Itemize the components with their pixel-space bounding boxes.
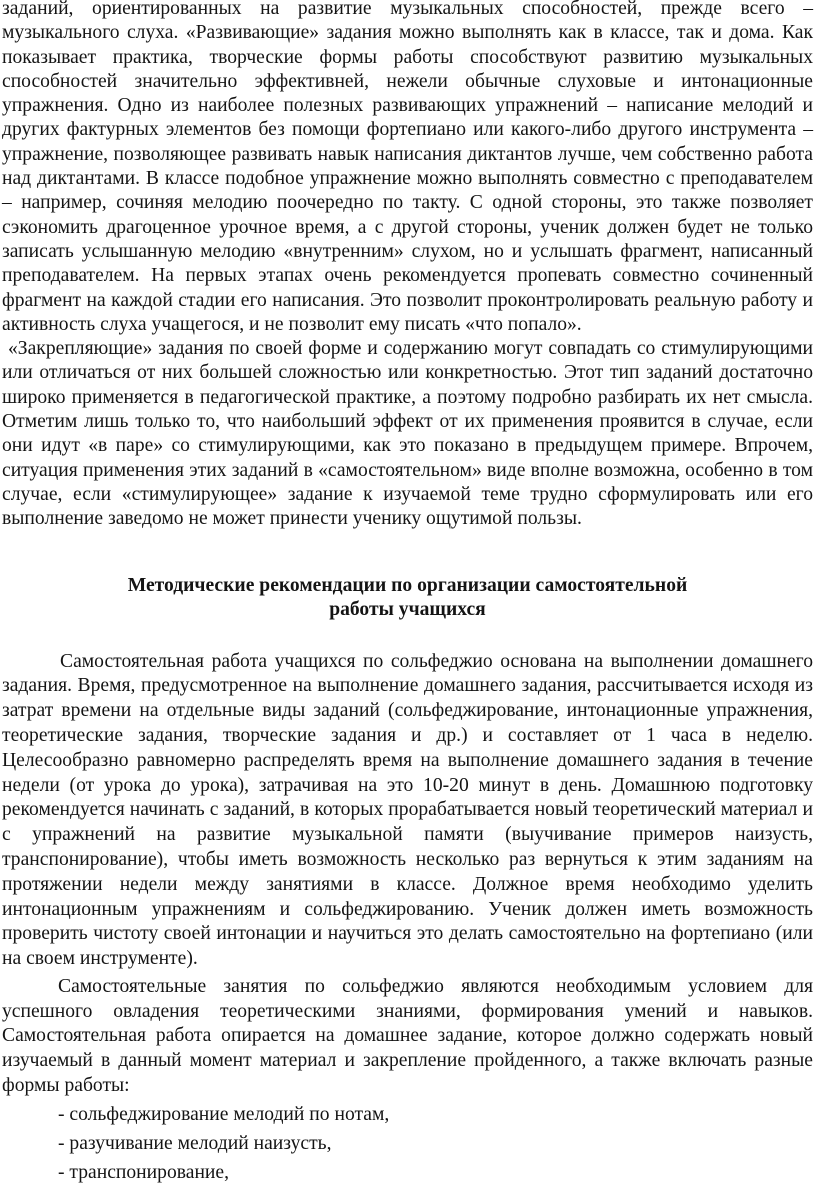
body-paragraph: заданий, ориентированных на развитие музыкальных способностей, прежде всего – музыкального слуха. «Развивающие» задания можно выполнять как в классе, так и дома. Как показывает практика, творческие формы работы способствуют развитию музыкальных способностей значительно эффективней, нежели обычные слуховые и интонационные упражнения. Одно из наиболее полезных развивающих упражнений – написание мелодий и других фактурных элементов без помощи фортепиано или какого-либо другого инструмента – упражнение, позволяющее развивать навык написания диктантов лучше, чем собственно работа над диктантами. В классе подобное упражнение можно выполнять совместно с преподавателем – например, сочиняя мелодию поочередно по такту. С одной стороны, это также позволяет сэкономить драгоценное урочное время, а с другой стороны, ученик должен будет не только записать услышанную мелодию «внутренним» слухом, но и услышать фрагмент, написанный преподавателем. На первых этапах очень рекомендуется пропевать совместно сочиненный фрагмент на каждой стадии его написания. Это позволит проконтролировать реальную работу и активность слуха учащегося, и не позволит ему писать «что попало». — [2, 0, 813, 335]
section-heading-line: работы учащихся — [329, 598, 486, 620]
list-item: - сольфеджирование мелодий по нотам, — [58, 1103, 390, 1125]
list-item: - транспонирование, — [58, 1161, 230, 1183]
section-heading-line: Методические рекомендации по организации самостоятельной — [127, 574, 688, 596]
forms-of-work-list — [2, 1103, 813, 1185]
body-paragraph: Самостоятельная работа учащихся по сольфеджио основана на выполнении домашнего задания. Время, предусмотренное на выполнение домашнего задания, рассчитывается исходя из затрат времени на отдельные виды заданий (сольфеджирование, интонационные упражнения, теоретические задания, творческие задания и др.) и составляет от 1 часа в неделю. Целесообразно равномерно распределять время на выполнение домашнего задания в течение недели (от урока до урока), затрачивая на это 10-20 минут в день. Домашнюю подготовку рекомендуется начинать с заданий, в которых прорабатывается новый теоретический материал и с упражнений на развитие музыкальной памяти (выучивание примеров наизусть, транспонирование), чтобы иметь возможность несколько раз вернуться к этим заданиям на протяжении недели между занятиями в классе. Должное время необходимо уделить интонационным упражнениям и сольфеджированию. Ученик должен иметь возможность проверить чистоту своей интонации и научиться это делать самостоятельно на фортепиано (или на своем инструменте). — [2, 650, 813, 970]
list-item: - разучивание мелодий наизусть, — [58, 1132, 332, 1154]
body-paragraph: «Закрепляющие» задания по своей форме и содержанию могут совпадать со стимулирующими или отличаться от них большей сложностью или конкретностью. Этот тип заданий достаточно широко применяется в педагогической практике, а поэтому подробно разбирать их нет смысла. Отметим лишь только то, что наибольший эффект от их применения проявится в случае, если они идут «в паре» со стимулирующими, как это показано в предыдущем примере. Впрочем, ситуация применения этих заданий в «самостоятельном» виде вполне возможна, особенно в том случае, если «стимулирующее» задание к изучаемой теме трудно сформулировать или его выполнение заведомо не может принести ученику ощутимой пользы. — [2, 338, 813, 530]
body-paragraph: Самостоятельные занятия по сольфеджио являются необходимым условием для успешного овладения теоретическими знаниями, формирования умений и навыков. Самостоятельная работа опирается на домашнее задание, которое должно содержать новый изучаемый в данный момент материал и закрепление пройденного, а также включать разные формы работы: — [2, 975, 813, 1097]
section-heading — [2, 574, 813, 622]
